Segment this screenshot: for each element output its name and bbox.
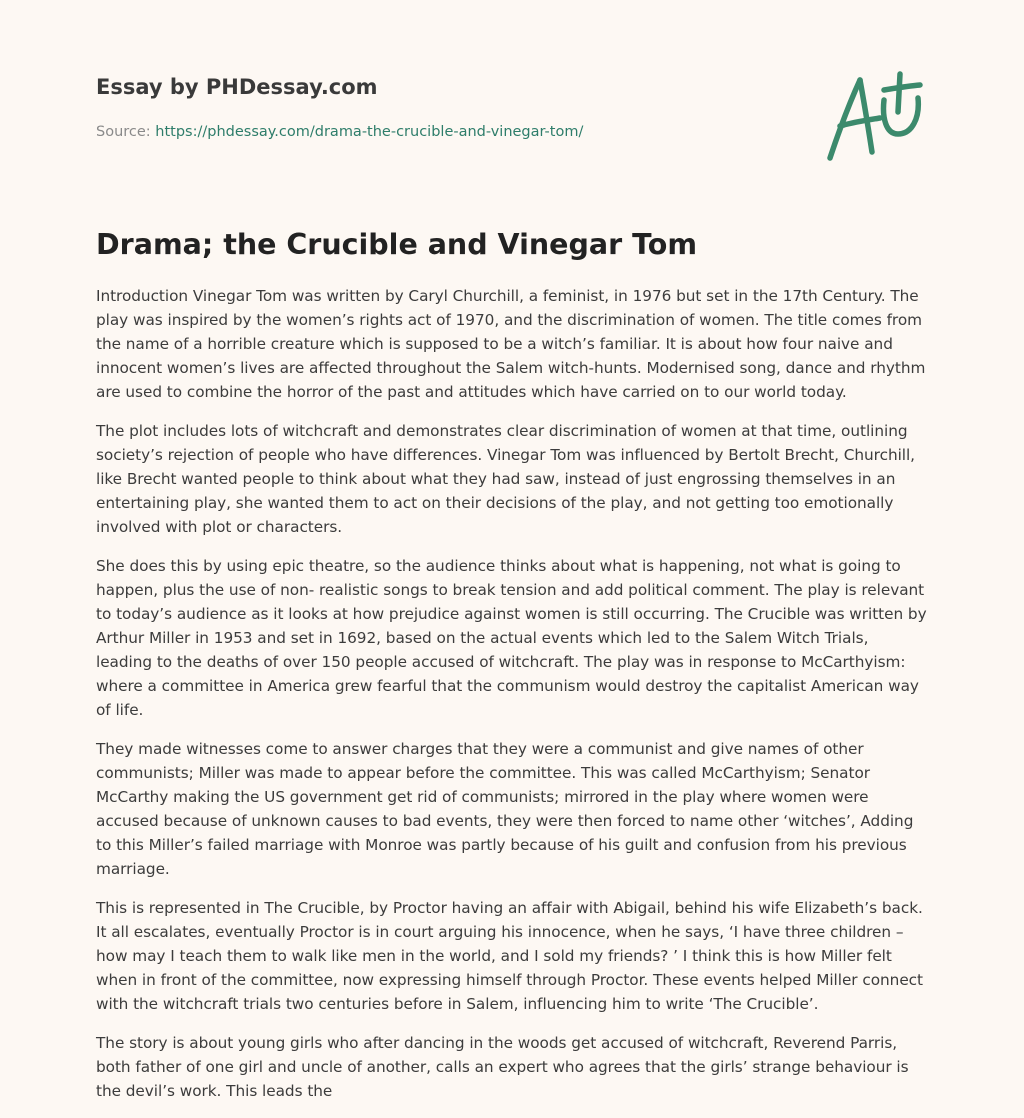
essay-body: [96, 284, 928, 1118]
essay-paragraph: The plot includes lots of witchcraft and demonstrates clear discrimination of women at that time, outlining society’s rejection of people who have differences. Vinegar Tom was influenced by Bertolt Brecht, Churchill, like Brecht wanted people to think about what they had saw, instead of just engrossing themselves in an entertaining play, she wanted them to act on their decisions of the play, and not getting too emotionally involved with plot or characters.: [96, 422, 915, 536]
brand-title: Essay by PHDessay.com: [96, 75, 378, 99]
source-line: [96, 124, 583, 140]
essay-paragraph: Introduction Vinegar Tom was written by Caryl Churchill, a feminist, in 1976 but set in the 17th Century. The play was inspired by the women’s rights act of 1970, and the discrimination of women. The title comes from the name of a horrible creature which is supposed to be a witch’s familiar. It is about how four naive and innocent women’s lives are affected throughout the Salem witch-hunts. Modernised song, dance and rhythm are used to combine the horror of the past and attitudes which have carried on to our world today.: [96, 287, 926, 401]
a-plus-logo-icon: [826, 68, 926, 164]
a-plus-grade-logo: [826, 68, 926, 164]
essay-title: Drama; the Crucible and Vinegar Tom: [96, 228, 698, 261]
essay-paragraph: This is represented in The Crucible, by Proctor having an affair with Abigail, behind his wife Elizabeth’s back. It all escalates, eventually Proctor is in court arguing his innocence, when he says, ‘I have three children – how may I teach them to walk like men in the world, and I sold my friends? ’ I think this is how Miller felt when in front of the committee, now expressing himself through Proctor. These events helped Miller connect with the witchcraft trials two centuries before in Salem, influencing him to write ‘The Crucible’.: [96, 899, 923, 1013]
source-label: Source:: [96, 124, 156, 140]
page-header: [96, 0, 928, 200]
source-link[interactable]: https://phdessay.com/drama-the-crucible-and-vinegar-tom/: [155, 124, 584, 140]
essay-paragraph: The story is about young girls who after dancing in the woods get accused of witchcraft, Reverend Parris, both father of one girl and uncle of another, calls an expert who agrees that the girls’ strange behaviour is the devil’s work. This leads the: [96, 1034, 909, 1100]
essay-paragraph: They made witnesses come to answer charges that they were a communist and give names of other communists; Miller was made to appear before the committee. This was called McCarthyism; Senator McCarthy making the US government get rid of communists; mirrored in the play where women were accused because of unknown causes to bad events, they were then forced to name other ‘witches’, Adding to this Miller’s failed marriage with Monroe was partly because of his guilt and confusion from his previous marriage.: [96, 740, 914, 878]
essay-paragraph: She does this by using epic theatre, so the audience thinks about what is happening, not what is going to happen, plus the use of non- realistic songs to break tension and add political comment. The play is relevant to today’s audience as it looks at how prejudice against women is still occurring. The Crucible was written by Arthur Miller in 1953 and set in 1692, based on the actual events which led to the Salem Witch Trials, leading to the deaths of over 150 people accused of witchcraft. The play was in response to McCarthyism: where a committee in America grew fearful that the communism would destroy the capitalist American way of life.: [96, 557, 927, 719]
